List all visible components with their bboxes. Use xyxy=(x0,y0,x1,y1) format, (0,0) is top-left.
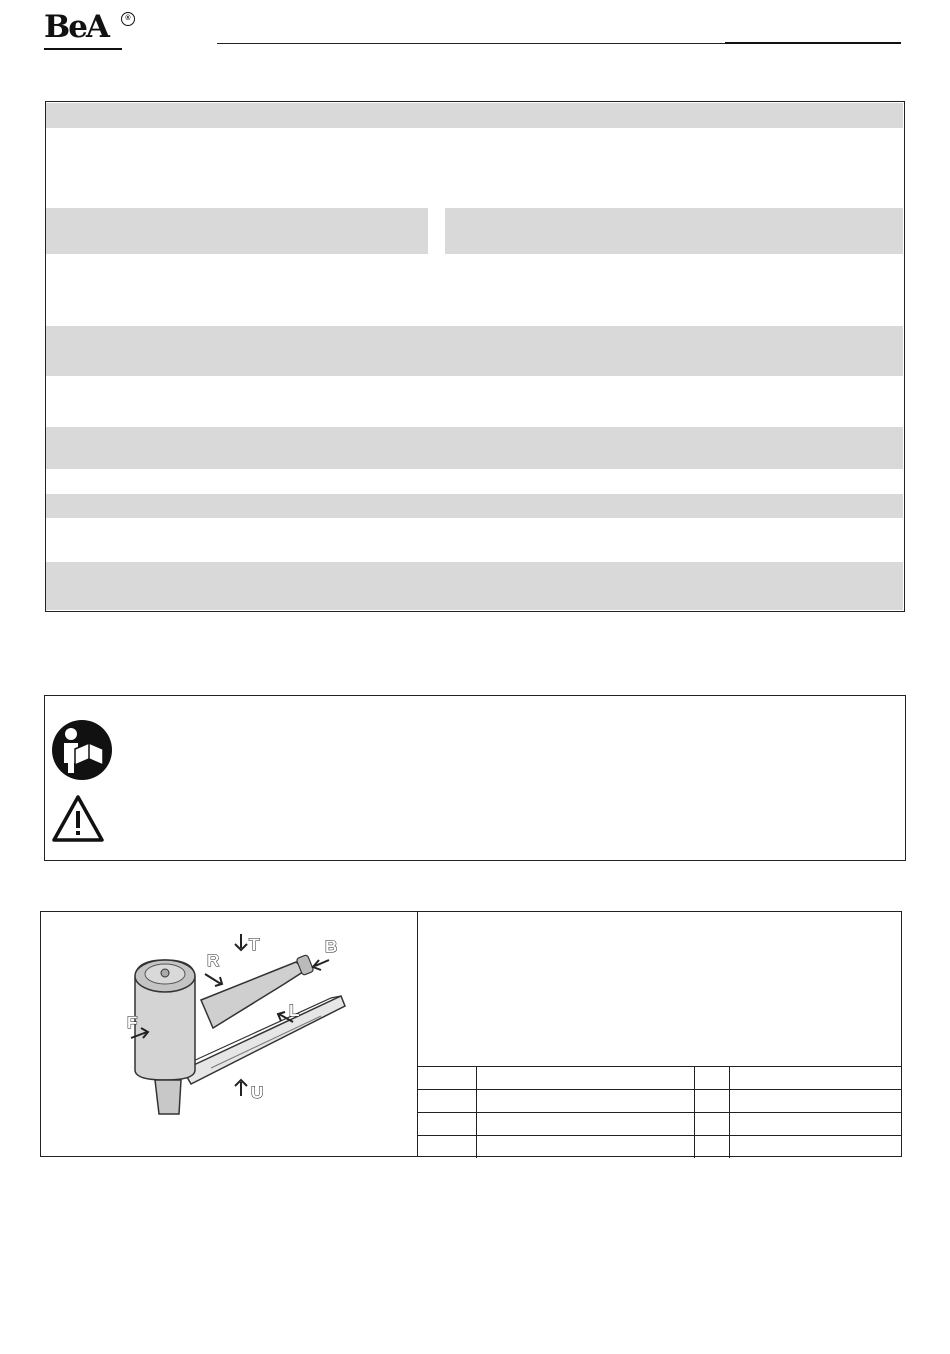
header-rule xyxy=(217,43,725,44)
header-rule-accent xyxy=(725,42,901,44)
table-band xyxy=(46,326,903,376)
parts-table xyxy=(418,1066,902,1158)
label-top: T xyxy=(249,935,260,954)
table-band xyxy=(46,494,903,518)
safety-notice-box xyxy=(44,695,906,861)
read-manual-icon xyxy=(51,719,113,781)
table-row xyxy=(418,1136,902,1159)
table-row xyxy=(418,1067,902,1090)
table-band xyxy=(46,427,903,469)
label-under: U xyxy=(251,1083,264,1102)
brand-logo xyxy=(44,10,136,50)
table-band xyxy=(46,562,903,610)
table-band-right xyxy=(445,208,903,254)
label-right: R xyxy=(207,951,220,970)
logo-underline xyxy=(44,48,122,50)
logo-wordmark: BeA xyxy=(44,9,108,45)
stapler-illustration xyxy=(121,920,361,1120)
label-front: F xyxy=(127,1013,138,1032)
table-row xyxy=(418,1113,902,1136)
table-band-left xyxy=(46,208,428,254)
specification-table xyxy=(45,101,905,612)
table-header-band xyxy=(46,103,903,128)
registered-mark: ® xyxy=(121,12,135,26)
label-back: B xyxy=(325,937,338,956)
label-left: L xyxy=(289,1001,300,1020)
tool-diagram-panel xyxy=(40,911,902,1157)
table-row xyxy=(418,1090,902,1113)
warning-icon xyxy=(51,794,105,844)
